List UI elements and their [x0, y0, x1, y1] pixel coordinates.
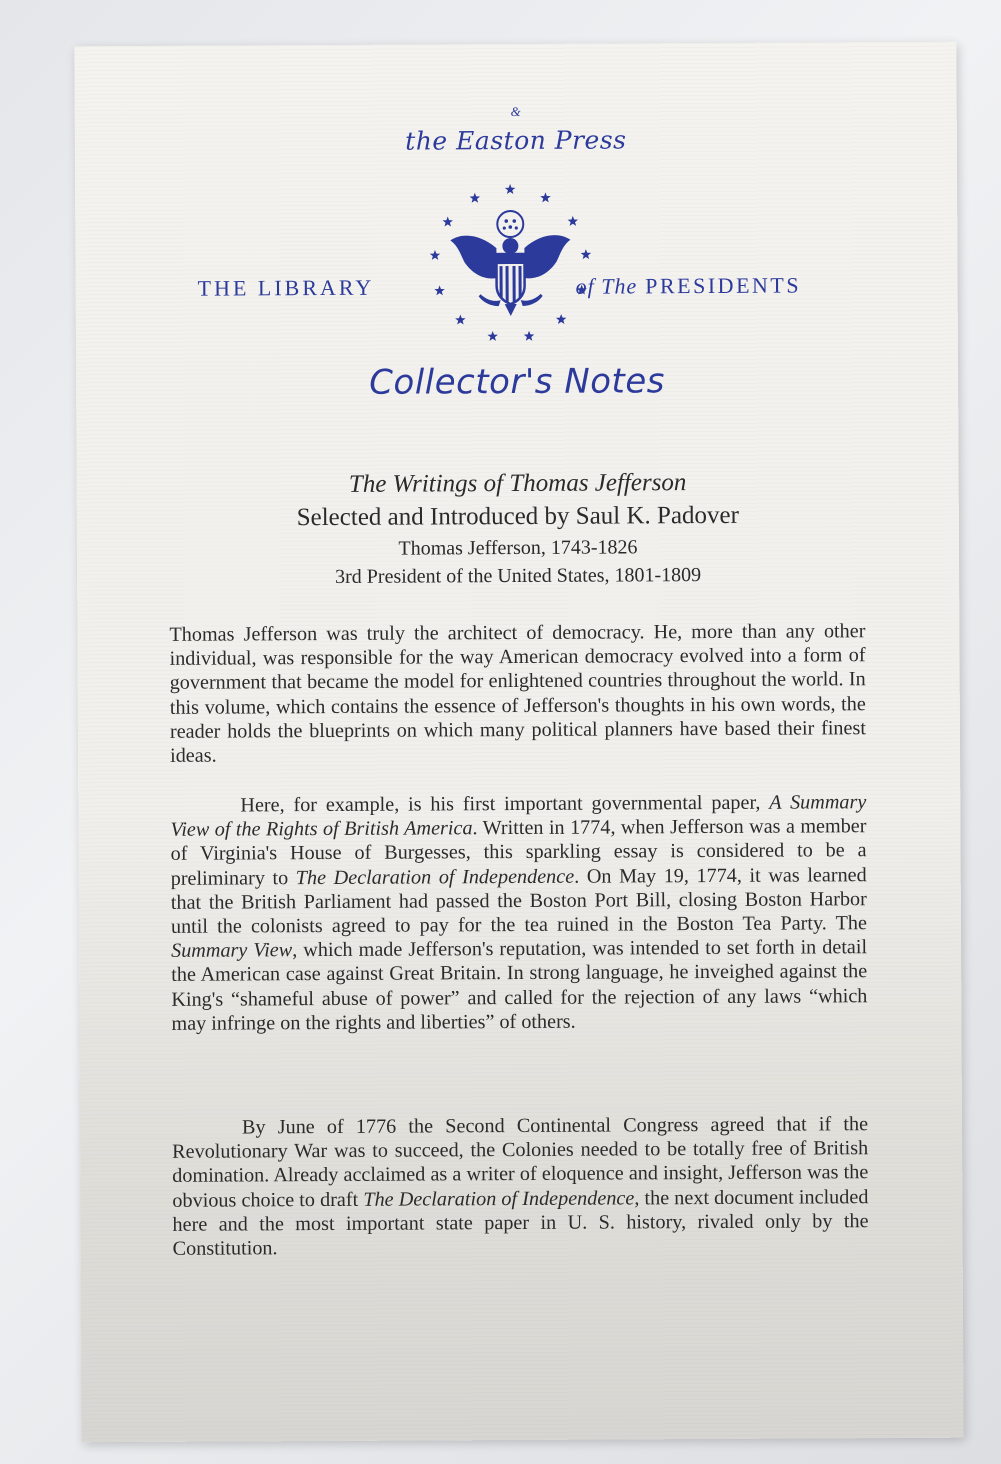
series-of-the: of The	[575, 273, 638, 299]
seal-star	[581, 249, 592, 259]
seal-star	[434, 285, 445, 295]
p2-text-a: Here, for example, is his first important governmental paper,	[240, 791, 770, 817]
seal-star	[556, 314, 567, 324]
body-paragraph-3	[172, 1112, 869, 1261]
seal-star	[568, 216, 579, 226]
page-title: Collector's Notes	[369, 361, 666, 403]
presidential-term-line: 3rd President of the United States, 1801-1809	[335, 564, 702, 588]
series-title-right	[576, 273, 802, 300]
book-editor-line: Selected and Introduced by Saul K. Padover	[296, 501, 740, 532]
seal-star	[524, 331, 535, 341]
body-paragraph-1: Thomas Jefferson was truly the architect of democracy. He, more than any other individual, was responsible for the way American democracy evolved into a form of government that became the model for enlightened countries throughout the world. In this volume, which contains the essence of Jefferson's thoughts in his own words, the reader holds the blueprints on which many political planners have based their finest ideas.	[169, 620, 866, 767]
seal-star	[455, 315, 466, 325]
p2-italic-declaration: The Declaration of Independence	[295, 865, 575, 889]
great-seal-eagle-icon	[420, 182, 601, 353]
p2-italic-summary-view-title: A Summary View of the Rights of British America	[170, 791, 867, 842]
series-presidents: PRESIDENTS	[645, 272, 802, 299]
seal-star	[487, 331, 498, 341]
seal-star	[540, 192, 551, 202]
p3-text-c: , the next document included here and the most important state paper in U. S. history, rivaled only by the Constitution.	[172, 1185, 869, 1260]
seal-star	[505, 184, 516, 194]
series-title-left: THE LIBRARY	[197, 274, 375, 301]
p2-text-c: . Written in 1774, when Jefferson was a member of Virginia's House of Burgesses, this sparkling essay is considered to be a preliminary to	[170, 815, 867, 890]
p2-text-e: . On May 19, 1774, it was learned that the British Parliament had passed the Boston Port Bill, closing Boston Harbor until the colonists agreed to pay for the tea ruined in the Boston Tea Party. The	[170, 863, 868, 938]
book-title: The Writings of Thomas Jefferson	[348, 469, 687, 498]
publisher-imprint: the Easton Press	[405, 125, 627, 156]
life-dates-line: Thomas Jefferson, 1743-1826	[398, 536, 638, 560]
seal-star	[470, 193, 481, 203]
p2-text-g: , which made Jefferson's reputation, was intended to set forth in detail the American case against Great Britain. In strong language, he inveighed against the King's “shameful abuse of power” and called for the rejection of any laws “which may infringe on the rights and liberties” of others.	[171, 936, 868, 1035]
seal-star	[442, 217, 453, 227]
collectors-notes-card	[74, 42, 963, 1443]
publisher-ampersand-mark: &	[510, 103, 521, 120]
body-paragraph-2	[170, 790, 867, 1036]
p3-text-a: By June of 1776 the Second Continental Congress agreed that if the Revolutionary War was to succeed, the Colonies needed to be totally free of British domination. Already acclaimed as a writer of eloquence and insight, Jefferson was the obvious choice to draft	[172, 1113, 869, 1212]
seal-star	[430, 250, 441, 260]
p2-italic-summary-view: Summary View	[171, 939, 293, 963]
p3-italic-declaration: The Declaration of Independence	[363, 1187, 635, 1211]
